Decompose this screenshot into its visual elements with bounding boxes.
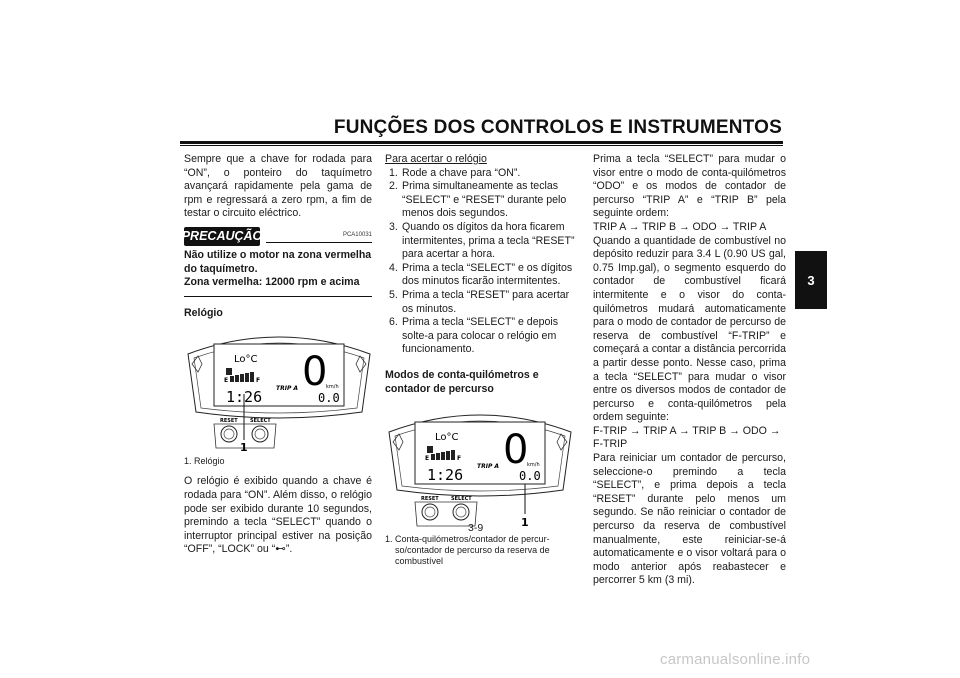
dash-speed: 0 (302, 349, 328, 396)
page-title: FUNÇÕES DOS CONTROLOS E INSTRUMENTOS (333, 117, 782, 138)
mode-sequence-1: TRIP A → TRIP B → ODO → TRIP A (593, 220, 767, 233)
column-3 (593, 153, 786, 588)
column-2 (385, 153, 577, 567)
col3-paragraph-1: Prima a tecla “SELECT” para mudar o visor entre o modo de conta-quilómetros “ODO” e os modos de contador de percurso “TRIP A” e “TRIP B” pela seguinte ordem: (593, 153, 786, 220)
dash2-speed-unit: km/h (527, 462, 540, 469)
dash2-clock: 1:26 (427, 466, 464, 485)
column-1 (181, 153, 372, 557)
warning-text-2: Zona vermelha: 12000 rpm e acima (184, 276, 360, 289)
header-rule-thick (180, 141, 783, 144)
dash2-fuel-e: E (425, 455, 430, 463)
select-button-icon (453, 504, 469, 520)
watermark: carmanualsonline.info (660, 651, 811, 668)
figure1-caption: 1. Relógio (184, 456, 225, 467)
figure2-caption-1: 1. Conta-quilómetros/contador de percur- (385, 534, 550, 545)
dash-select-label: SELECT (250, 418, 271, 425)
dash2-fuel-f: F (457, 455, 462, 463)
warning-code: PCA10031 (342, 231, 372, 238)
dash2-select-label: SELECT (451, 496, 472, 503)
select-button-icon (252, 426, 268, 442)
figure1-callout: 1 (240, 441, 248, 455)
dash-speed-unit: km/h (326, 384, 339, 391)
dash-clock: 1:26 (226, 388, 263, 407)
header-rule-thin (180, 145, 783, 146)
figure2-caption-2: so/contador de percurso da reserva de combustível (395, 545, 550, 567)
list-item: 1. Rode a chave para “ON”. (389, 166, 521, 179)
fuel-pump-icon (226, 368, 232, 375)
dash-temp: Lo°C (234, 354, 258, 366)
warning-end-rule (184, 296, 372, 297)
list-item: 2. Prima simultaneamente as teclas “SELECT” e “RESET” durante pelo menos dois segundos. (389, 180, 567, 220)
dash-trip-label: TRIP A (276, 385, 299, 393)
chapter-tab: 3 (795, 251, 827, 309)
reset-button-icon (221, 426, 237, 442)
warning-badge: PRECAUÇÃO (184, 227, 260, 246)
fuel-pump-icon (427, 446, 433, 453)
reset-button-icon (422, 504, 438, 520)
warning-header (181, 227, 372, 249)
list-item: 3. Quando os dígitos da hora ficarem intermitentes, prima a tecla “RESET” para acertar a hora. (389, 220, 575, 261)
clock-steps-list (385, 167, 577, 357)
odometer-figure (385, 402, 575, 532)
odo-heading: Modos de conta-quilómetros e contador de percurso (385, 368, 539, 395)
clock-figure (184, 324, 374, 454)
list-item: 4. Prima a tecla “SELECT” e os dígitos dos minutos ficarão intermitentes. (389, 261, 573, 288)
list-item: 6. Prima a tecla “SELECT” e depois solte-a para colocar o relógio em funcionamento. (389, 316, 559, 356)
figure2-callout: 1 (521, 516, 529, 530)
col3-paragraph-2: Quando a quantidade de combustível no depósito reduzir para 3.4 L (0.90 US gal, 0.75 Imp.gal), o segmento esquerdo do contador de combustível ficará intermitente e o visor do conta-quilómetros mudará automaticamente para o modo de contador de percurso de reserva de combustível “F-TRIP” e começará a contar a distância percorrida a partir desse ponto. Nesse caso, prima a tecla “SELECT” para mudar o visor entre os diversos modos de contador de percurso e conta-quilómetros pela ordem seguinte: (593, 234, 786, 424)
dash-trip-value: 0.0 (318, 391, 340, 406)
clock-heading: Relógio (184, 306, 223, 319)
dash2-trip-label: TRIP A (477, 463, 500, 471)
clock-paragraph: O relógio é exibido quando a chave é rodada para “ON”. Além disso, o relógio pode ser exibido durante 10 segundos, premindo a tecla “SELECT” quando o interruptor principal estiver na posição “OFF”, “LOCK” ou “⊷”. (184, 475, 372, 556)
clock-set-heading: Para acertar o relógio (385, 153, 487, 165)
dash-reset-label: RESET (220, 418, 238, 425)
list-item: 5. Prima a tecla “RESET” para acertar os minutos. (389, 288, 570, 315)
warning-text-1: Não utilize o motor na zona vermelha do taquímetro. (184, 248, 372, 275)
dash-fuel-f: F (256, 377, 261, 385)
mode-sequence-2: F-TRIP → TRIP A → TRIP B → ODO → F-TRIP (593, 424, 781, 451)
page-number: 3-9 (468, 522, 484, 534)
dash-fuel-e: E (224, 377, 229, 385)
dash2-temp: Lo°C (435, 432, 459, 444)
dash2-trip-value: 0.0 (519, 469, 541, 484)
dash2-reset-label: RESET (421, 496, 439, 503)
col3-paragraph-3: Para reiniciar um contador de percurso, seleccione-o premindo a tecla “SELECT”, e prima depois a tecla “RESET” durante pelo menos um segundo. Se não reiniciar o contador de percurso da reserva de combustível manualmente, este reiniciar-se-á automaticamente e o visor voltará para o modo anterior após reabastecer e percorrer 5 km (3 mi). (593, 452, 786, 587)
intro-paragraph: Sempre que a chave for rodada para “ON”, o ponteiro do taquímetro avançará rapidamente pela gama de rpm e regressará a zero rpm, a fim de testar o circuito eléctrico. (184, 153, 372, 220)
dash2-speed: 0 (503, 427, 529, 474)
